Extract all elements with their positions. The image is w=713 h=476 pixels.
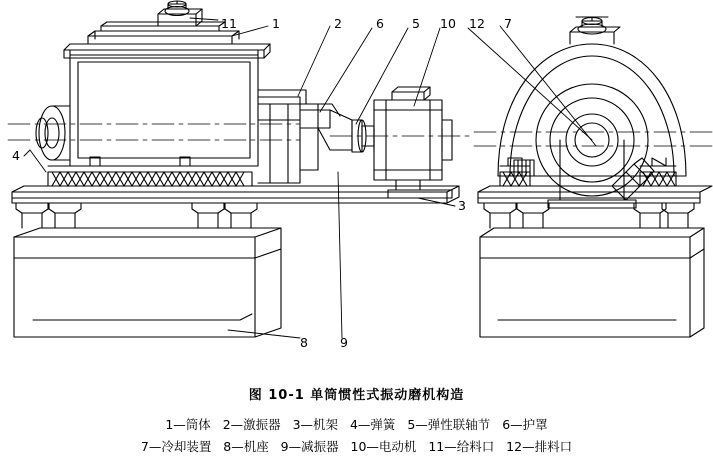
centre-axis-lines — [8, 124, 470, 140]
callout-12: 12 — [469, 16, 485, 31]
frame-3 — [12, 186, 459, 203]
figure-legend-line-1: 1—筒体 2—激振器 3—机架 4—弹簧 5—弹性联轴节 6—护罩 — [165, 417, 548, 432]
callout-2: 2 — [334, 16, 342, 31]
springs-4 — [48, 157, 252, 186]
barrel-body-1 — [64, 22, 270, 166]
cooling-device-7 — [514, 160, 534, 176]
protective-cover-6 — [300, 104, 352, 170]
discharge-outlet-12 — [612, 158, 654, 200]
figure-legend-line-2: 7—冷却装置 8—机座 9—减振器 10—电动机 11—给料口 12—排料口 — [140, 439, 573, 454]
support-pedestals-right — [484, 203, 694, 228]
support-pedestals — [16, 203, 257, 228]
callout-1: 1 — [272, 16, 280, 31]
left-side-elevation — [8, 1, 470, 337]
callout-9: 9 — [340, 335, 348, 350]
callout-8: 8 — [300, 335, 308, 350]
callout-4: 4 — [12, 148, 20, 163]
left-end-bearing — [36, 106, 70, 160]
callout-7: 7 — [504, 16, 512, 31]
motor-10 — [374, 87, 452, 198]
callout-6: 6 — [376, 16, 384, 31]
callout-11: 11 — [221, 16, 237, 31]
leader-lines — [24, 18, 596, 338]
feed-inlet-right — [570, 17, 620, 44]
right-end-elevation — [474, 17, 712, 337]
machine-base-8 — [14, 228, 281, 337]
machine-base-right — [480, 228, 704, 337]
centre-axis-right — [474, 132, 712, 146]
figure-caption-block — [0, 386, 713, 458]
callout-3: 3 — [458, 198, 466, 213]
callout-5: 5 — [412, 16, 420, 31]
figure-title: 图 10-1 单筒惯性式振动磨机构造 — [248, 388, 465, 403]
exciter-assembly-2 — [258, 90, 306, 183]
callout-10: 10 — [440, 16, 456, 31]
